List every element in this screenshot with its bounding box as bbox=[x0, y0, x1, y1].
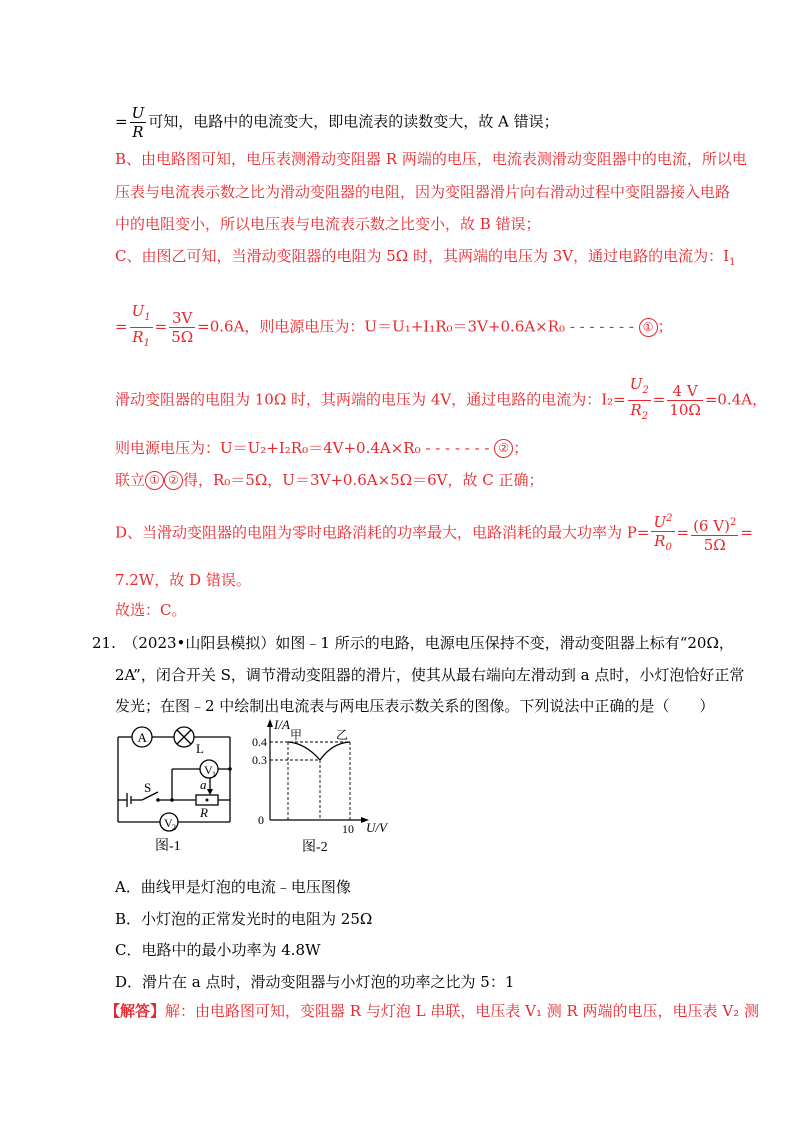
q21-line-1: 21. （2023•山阳县模拟）如图﹣1 所示的电路，电源电压保持不变，滑动变阻器上标有“20Ω， bbox=[92, 634, 734, 652]
fraction-u1-r1: $\frac{U_1}{R_1}$ bbox=[131, 302, 151, 349]
answer-line: 故选：C。 bbox=[115, 601, 187, 619]
d-line-2: 7.2W，故 D 错误。 bbox=[115, 571, 251, 589]
q21-line-3: 发光；在图﹣2 中绘制出电流表与两电压表示数关系的图像。下列说法中正确的是（ ） bbox=[115, 697, 715, 715]
b-line-1: B、由电路图可知，电压表测滑动变阻器 R 两端的电压，电流表测滑动变阻器中的电流，所以电 bbox=[115, 150, 747, 168]
b-line-3: 中的电阻变小，所以电压表与电流表示数之比变小，故 B 错误； bbox=[115, 215, 541, 233]
c-line-1: C、由图乙可知，当滑动变阻器的电阻为 5Ω 时，其两端的电压为 3V，通过电路的电流为：$I_1$ bbox=[115, 247, 736, 268]
circled-2: ② bbox=[164, 471, 183, 490]
line-a-conclusion: = $\frac{U}{R}$ 可知，电路中的电流变大，即电流表的读数变大，故 A 错误； bbox=[115, 104, 559, 141]
circled-2: ② bbox=[494, 439, 513, 458]
x-axis-label: U/V bbox=[366, 820, 387, 835]
resistor-label: R bbox=[200, 805, 208, 820]
circuit-diagram bbox=[100, 722, 245, 857]
option-d: D．滑片在 a 点时，滑动变阻器与小灯泡的功率之比为 5：1 bbox=[115, 973, 515, 991]
iv-graph bbox=[250, 715, 405, 855]
v1-label: V bbox=[204, 763, 213, 777]
v1-sub: 1 bbox=[212, 770, 216, 779]
c-line-3: 滑动变阻器的电阻为 10Ω 时，其两端的电压为 4V，通过电路的电流为：I₂= $\frac{U_2}{R_2}$ = $\frac{4 V}{10\Omega}$ =0.4A， bbox=[115, 375, 767, 426]
c-line-2: = $\frac{U_1}{R_1}$ = $\frac{3V}{5\Omega}$ =0.6A，则电源电压为：U＝U₁+I₁R₀＝3V+0.6A×R₀ - - - - - - - ① ； bbox=[115, 302, 673, 353]
fraction-4v-10ohm: $\frac{4 V}{10\Omega}$ bbox=[669, 382, 701, 419]
option-b: B．小灯泡的正常发光时的电阻为 25Ω bbox=[115, 910, 373, 928]
c-line-4: 则电源电压为：U＝U₂+I₂R₀＝4V+0.4A×R₀ - - - - - - - ② ； bbox=[115, 439, 529, 457]
curve-jia-label: 甲 bbox=[290, 728, 303, 742]
figure-2-caption: 图-2 bbox=[302, 840, 328, 855]
curve-yi-label: 乙 bbox=[336, 728, 349, 742]
switch-label: S bbox=[144, 780, 152, 795]
point-a-label: a bbox=[200, 777, 207, 792]
v2-sub: 2 bbox=[172, 823, 176, 832]
solution-tag: 【解答】 bbox=[105, 1002, 166, 1020]
solution-line: 【解答】解：由电路图可知，变阻器 R 与灯泡 L 串联，电压表 V₁ 测 R 两端的电压，电压表 V₂ 测 bbox=[105, 1002, 759, 1020]
fraction-u2-r0: $\frac{U^2}{R_0}$ bbox=[651, 510, 674, 557]
curve-jia bbox=[288, 742, 320, 760]
y-tick-0.3: 0.3 bbox=[252, 753, 267, 767]
option-c: C．电路中的最小功率为 4.8W bbox=[115, 941, 321, 959]
circled-1: ① bbox=[639, 318, 658, 337]
fraction-u-over-r: $\frac{U}{R}$ bbox=[131, 104, 145, 141]
figure-1-caption: 图-1 bbox=[155, 839, 181, 854]
v2-label: V bbox=[164, 816, 173, 830]
circled-1: ① bbox=[145, 471, 164, 490]
curve-yi bbox=[320, 742, 350, 760]
b-line-2: 压表与电流表示数之比为滑动变阻器的电阻，因为变阻器滑片向右滑动过程中变阻器接入电路 bbox=[115, 183, 731, 201]
fraction-6v-squared-5ohm: $\frac{(6 V)^2}{5\Omega}$ bbox=[691, 514, 738, 554]
option-a: A．曲线甲是灯泡的电流﹣电压图像 bbox=[115, 878, 351, 896]
x-tick-10: 10 bbox=[342, 822, 354, 836]
d-line-1: D、当滑动变阻器的电阻为零时电路消耗的功率最大，电路消耗的最大功率为 P= $\frac{U^2}{R_0}$ = $\frac{(6 V)^2}{5\Omega}$ = bbox=[115, 510, 753, 557]
ammeter-label: A bbox=[137, 730, 147, 745]
y-axis-label: I/A bbox=[274, 717, 290, 732]
fraction-3v-5ohm: $\frac{3V}{5\Omega}$ bbox=[171, 309, 194, 346]
fraction-u2-r2: $\frac{U_2}{R_2}$ bbox=[629, 375, 649, 422]
y-tick-0.4: 0.4 bbox=[252, 735, 267, 749]
c-line-5: 联立 ① ② 得，R₀＝5Ω，U＝3V+0.6A×5Ω＝6V，故 C 正确； bbox=[115, 471, 544, 489]
origin-label: 0 bbox=[258, 813, 264, 827]
q21-line-2: 2A”，闭合开关 S，调节滑动变阻器的滑片，使其从最右端向左滑动到 a 点时，小灯泡恰好正常 bbox=[115, 666, 745, 684]
lamp-label: L bbox=[196, 741, 204, 756]
